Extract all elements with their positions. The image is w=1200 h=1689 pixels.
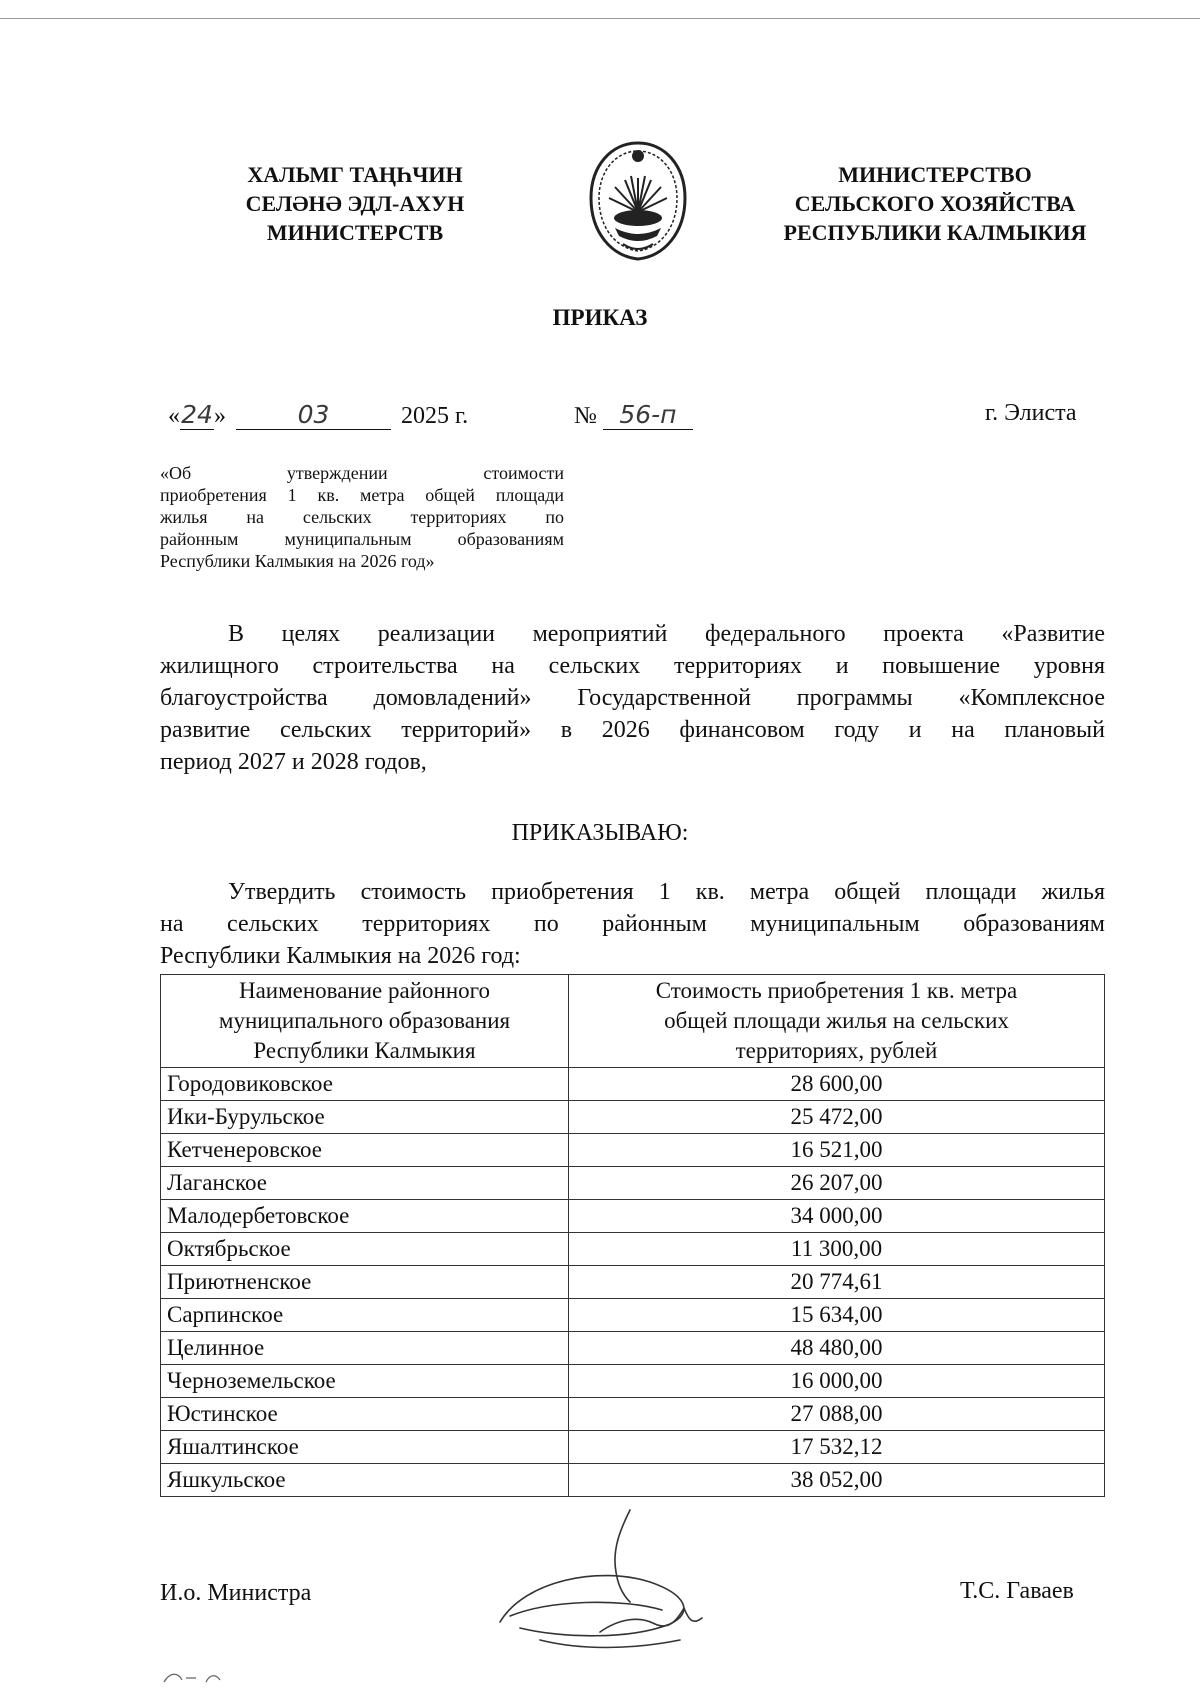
table-row — [161, 1101, 1105, 1134]
municipality-name: Малодербетовское — [161, 1200, 569, 1233]
municipality-name: Ики-Бурульское — [161, 1101, 569, 1134]
subject-line: «Об утверждении стоимости — [160, 463, 564, 483]
header-text-line: Республики Калмыкия — [253, 1038, 476, 1063]
header-text-line: Стоимость приобретения 1 кв. метра — [655, 978, 1018, 1003]
table-row — [161, 1068, 1105, 1101]
preamble-line: В целях реализации мероприятий федерального проекта «Развитие — [228, 621, 1105, 647]
table-row — [161, 1266, 1105, 1299]
table-header-row — [161, 975, 1105, 1068]
cost-value: 15 634,00 — [569, 1299, 1105, 1332]
order-subject — [160, 462, 564, 572]
cost-value: 11 300,00 — [569, 1233, 1105, 1266]
header-right-line: РЕСПУБЛИКИ КАЛМЫКИЯ — [783, 220, 1087, 245]
table-row — [161, 1332, 1105, 1365]
cost-value: 48 480,00 — [569, 1332, 1105, 1365]
resolution-line: Республики Калмыкия на 2026 год: — [160, 943, 521, 969]
preamble-line: развитие сельских территорий» в 2026 финансовом году и на плановый — [160, 717, 1105, 743]
table-row — [161, 1233, 1105, 1266]
date-open-quote: « — [168, 403, 180, 429]
date-year: 2025 г. — [401, 403, 469, 429]
resolution-line: на сельских территориях по районным муниципальным образованиям — [160, 911, 1105, 937]
header-text-line: территориях, рублей — [735, 1038, 938, 1063]
cost-value: 28 600,00 — [569, 1068, 1105, 1101]
scan-border-line — [0, 18, 1200, 19]
table-row — [161, 1299, 1105, 1332]
cost-value: 26 207,00 — [569, 1167, 1105, 1200]
order-number — [574, 400, 693, 434]
table-row — [161, 1464, 1105, 1497]
header-text-line: Наименование районного — [238, 978, 491, 1003]
date-day: 24 — [181, 400, 213, 429]
header-text-line: муниципального образования — [218, 1008, 511, 1033]
header-russian-ministry — [735, 160, 1135, 247]
header-left-line: МИНИСТЕРСТВ — [266, 220, 444, 245]
table-header-cost — [569, 975, 1105, 1068]
scan-artifact — [162, 1668, 222, 1684]
table-row — [161, 1431, 1105, 1464]
municipality-name: Юстинское — [161, 1398, 569, 1431]
municipality-name: Кетченеровское — [161, 1134, 569, 1167]
header-text-line: общей площади жилья на сельских — [664, 1008, 1009, 1033]
handwritten-signature — [480, 1500, 730, 1660]
subject-line: приобретения 1 кв. метра общей площади — [160, 485, 564, 505]
subject-line: районным муниципальным образованиям — [160, 529, 564, 549]
subject-line: жилья на сельских территориях по — [160, 507, 564, 527]
document-title: ПРИКАЗ — [552, 305, 648, 330]
table-header-municipality — [161, 975, 569, 1068]
header-left-line: СЕЛӘНӘ ЭДЛ-АХУН — [245, 191, 465, 216]
number-value: 56-п — [603, 400, 693, 430]
subject-line: Республики Калмыкия на 2026 год» — [160, 551, 435, 571]
table-row — [161, 1398, 1105, 1431]
municipality-name: Яшалтинское — [161, 1431, 569, 1464]
cost-value: 17 532,12 — [569, 1431, 1105, 1464]
cost-table — [160, 974, 1105, 1497]
municipality-name: Октябрьское — [161, 1233, 569, 1266]
preamble-line: жилищного строительства на сельских территориях и повышение уровня — [160, 653, 1105, 679]
cost-value: 16 521,00 — [569, 1134, 1105, 1167]
cost-value: 38 052,00 — [569, 1464, 1105, 1497]
resolution-line: Утвердить стоимость приобретения 1 кв. метра общей площади жилья — [228, 879, 1105, 905]
municipality-name: Городовиковское — [161, 1068, 569, 1101]
table-row — [161, 1365, 1105, 1398]
city: г. Элиста — [985, 400, 1077, 426]
municipality-name: Черноземельское — [161, 1365, 569, 1398]
header-left-line: ХАЛЬМГ ТАҢҺЧИН — [247, 162, 463, 187]
table-row — [161, 1200, 1105, 1233]
cost-value: 16 000,00 — [569, 1365, 1105, 1398]
order-word: ПРИКАЗЫВАЮ: — [511, 820, 689, 846]
order-date — [168, 400, 468, 434]
coat-of-arms-icon — [585, 140, 691, 262]
municipality-name: Приютненское — [161, 1266, 569, 1299]
cost-value: 20 774,61 — [569, 1266, 1105, 1299]
preamble-paragraph — [160, 618, 1105, 778]
header-kalmyk-ministry — [185, 160, 525, 247]
header-right-line: СЕЛЬСКОГО ХОЗЯЙСТВА — [794, 191, 1076, 216]
preamble-line: период 2027 и 2028 годов, — [160, 749, 427, 775]
municipality-name: Сарпинское — [161, 1299, 569, 1332]
municipality-name: Лаганское — [161, 1167, 569, 1200]
resolution-paragraph — [160, 876, 1105, 972]
cost-value: 25 472,00 — [569, 1101, 1105, 1134]
date-month: 03 — [236, 400, 391, 430]
table-row — [161, 1134, 1105, 1167]
table-row — [161, 1167, 1105, 1200]
signatory-position: И.о. Министра — [160, 1580, 312, 1606]
preamble-line: благоустройства домовладений» Государственной программы «Комплексное — [160, 685, 1105, 711]
date-close-quote: » — [214, 403, 226, 429]
number-label: № — [574, 403, 597, 429]
header-right-line: МИНИСТЕРСТВО — [838, 162, 1032, 187]
cost-value: 34 000,00 — [569, 1200, 1105, 1233]
signatory-name: Т.С. Гаваев — [960, 1578, 1074, 1604]
cost-value: 27 088,00 — [569, 1398, 1105, 1431]
municipality-name: Целинное — [161, 1332, 569, 1365]
municipality-name: Яшкульское — [161, 1464, 569, 1497]
